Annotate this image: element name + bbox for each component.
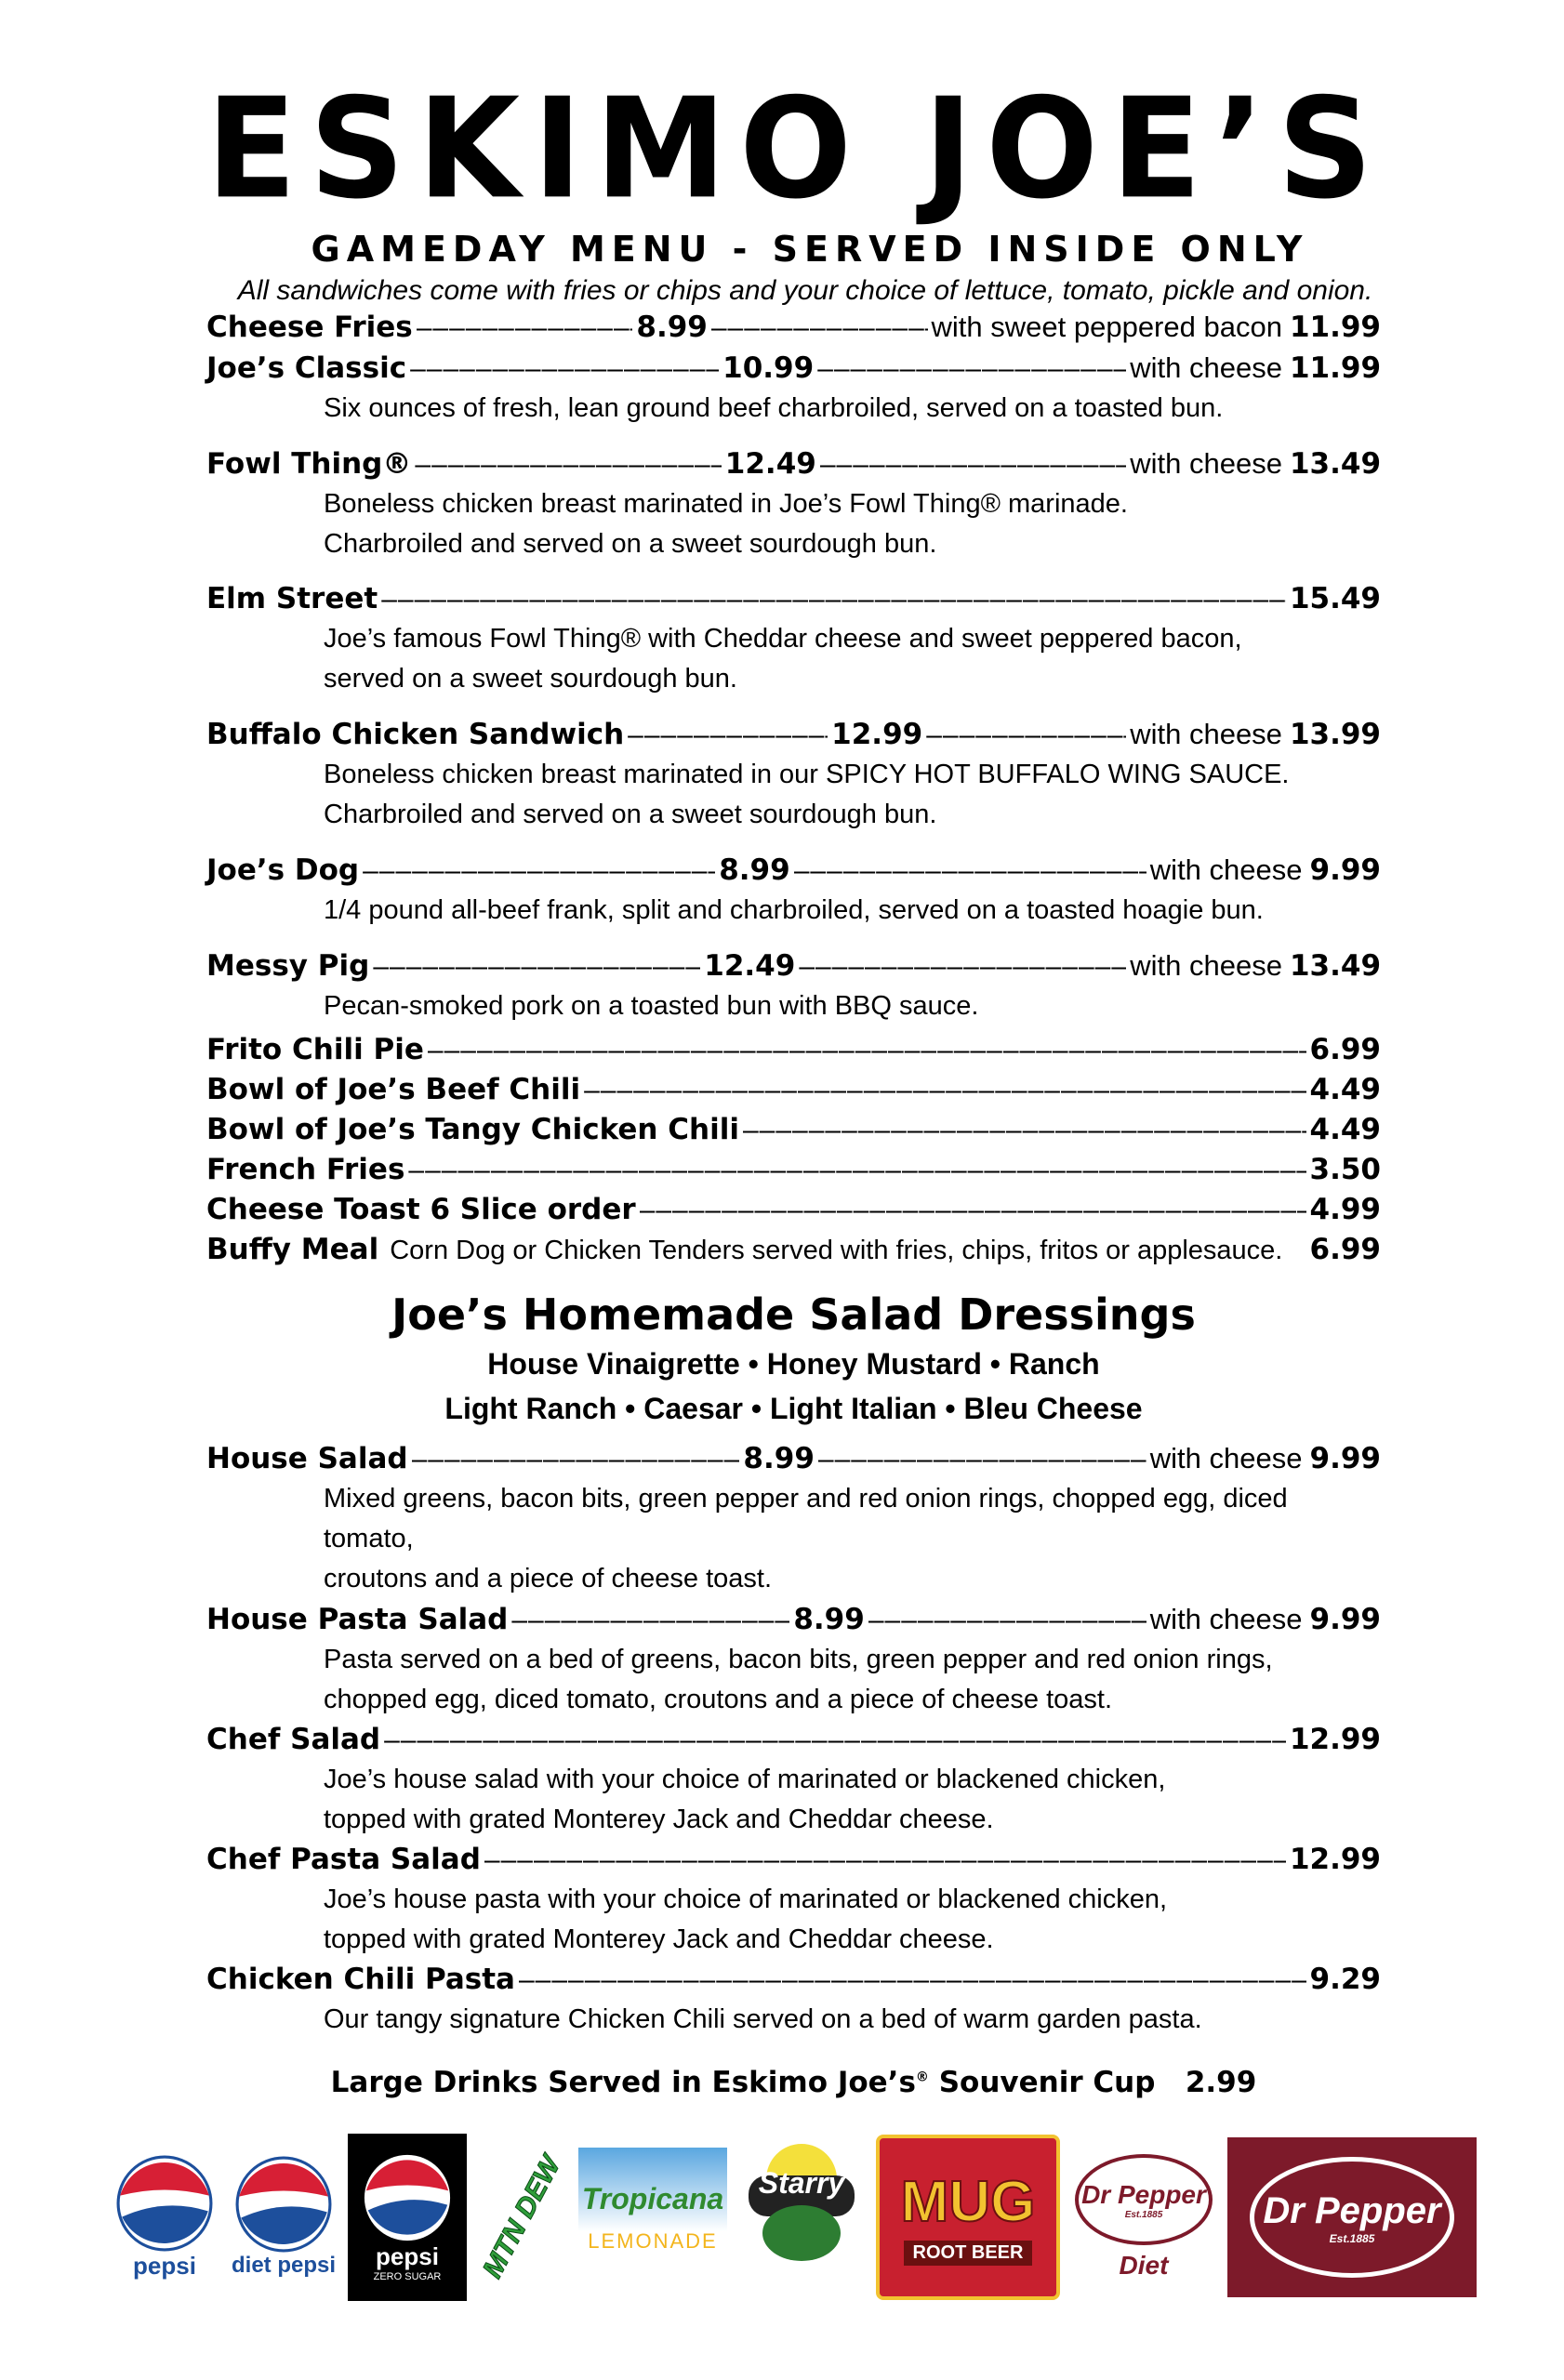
leader-dashes <box>381 579 1286 619</box>
menu-item-row <box>206 1030 1381 1070</box>
menu-item-row <box>206 1230 1381 1271</box>
menu-item-row <box>206 348 1381 389</box>
mtn-dew-logo <box>476 2150 569 2283</box>
item-description: Boneless chicken breast marinated in Joe’s Fowl Thing® marinade. <box>324 489 1128 519</box>
leader-dashes <box>818 1439 1146 1479</box>
item-name: House Salad <box>206 1442 408 1475</box>
item-description: Joe’s house pasta with your choice of marinated or blackened chicken, <box>324 1884 1168 1914</box>
drinks-price: 2.99 <box>1185 2066 1257 2099</box>
mtn-dew-text: MTN DEW <box>477 2150 567 2283</box>
leader-dashes <box>410 349 719 389</box>
item-price: 4.49 <box>1309 1113 1381 1146</box>
item-option-label: with cheese <box>1149 853 1303 886</box>
item-name: French Fries <box>206 1153 405 1186</box>
leader-dashes <box>711 308 928 348</box>
item-description: Joe’s house salad with your choice of marinated or blackened chicken, <box>324 1765 1166 1794</box>
tropicana-sub: LEMONADE <box>588 2228 718 2253</box>
item-name: Joe’s Classic <box>206 351 407 385</box>
dr-pepper-text: Dr Pepper <box>1263 2189 1441 2231</box>
item-name: Cheese Toast 6 Slice order <box>206 1193 636 1226</box>
pepsi-zero-globe-icon <box>363 2153 452 2242</box>
diet-pepsi-text: diet pepsi <box>231 2253 337 2278</box>
pepsi-globe-icon <box>116 2155 213 2252</box>
item-description: 1/4 pound all-beef frank, split and charbroiled, served on a toasted hoagie bun. <box>324 895 1264 925</box>
item-description: Pecan-smoked pork on a toasted bun with BBQ sauce. <box>324 991 979 1021</box>
menu-item-row <box>206 1840 1381 1880</box>
item-price: 10.99 <box>722 351 815 385</box>
sandwich-section <box>206 307 1381 1026</box>
item-name: House Pasta Salad <box>206 1603 509 1636</box>
item-option-price: 11.99 <box>1289 351 1382 385</box>
item-name: Bowl of Joe’s Beef Chili <box>206 1073 581 1106</box>
item-description: Our tangy signature Chicken Chili served on a bed of warm garden pasta. <box>324 2004 1202 2034</box>
pepsi-logo <box>110 2155 219 2281</box>
menu-item-row <box>206 1599 1381 1640</box>
leader-dashes <box>511 1600 789 1640</box>
leader-dashes <box>417 308 633 348</box>
menu-item-row <box>206 850 1381 891</box>
diet-dr-pepper-text: Dr Pepper <box>1081 2179 1206 2209</box>
menu-item-row <box>206 945 1381 986</box>
item-description: topped with grated Monterey Jack and Cheddar cheese. <box>324 1924 994 1954</box>
leader-dashes <box>428 1030 1306 1070</box>
item-name: Buffalo Chicken Sandwich <box>206 718 625 751</box>
leader-dashes <box>799 946 1126 986</box>
item-option-label: with cheese <box>1130 949 1282 982</box>
item-option-label: with cheese <box>1130 447 1282 480</box>
mug-sub: ROOT BEER <box>904 2241 1033 2266</box>
item-price: 8.99 <box>719 853 790 887</box>
item-option-label: with cheese <box>1130 718 1282 750</box>
item-name: Bowl of Joe’s Tangy Chicken Chili <box>206 1113 739 1146</box>
dressings-title: Joe’s Homemade Salad Dressings <box>391 1289 1196 1340</box>
menu-item-row <box>206 1190 1381 1230</box>
menu-item-row <box>206 579 1381 619</box>
pepsi-text: pepsi <box>133 2251 196 2280</box>
item-price: 8.99 <box>636 311 708 344</box>
sandwich-note: All sandwiches come with fries or chips and your choice of lettuce, tomato, pickle and onion. <box>237 275 1373 306</box>
leader-dashes <box>640 1190 1306 1230</box>
item-name: Frito Chili Pie <box>206 1033 424 1066</box>
item-option-label: with sweet peppered bacon <box>931 311 1282 343</box>
pepsi-zero-logo <box>348 2134 467 2301</box>
dr-pepper-logo <box>1227 2137 1477 2297</box>
item-price: 3.50 <box>1309 1153 1381 1186</box>
item-price: 9.29 <box>1309 1963 1381 1996</box>
drink-logos <box>110 2129 1486 2306</box>
spacer <box>206 931 1381 945</box>
spacer <box>206 835 1381 850</box>
menu-item-row <box>206 1070 1381 1110</box>
pepsi-zero-sub: ZERO SUGAR <box>373 2270 442 2282</box>
restaurant-title: ESKIMO JOE’S <box>205 68 1386 231</box>
item-option-label: with cheese <box>1149 1603 1303 1635</box>
item-description: croutons and a piece of cheese toast. <box>324 1564 773 1593</box>
item-description: Joe’s famous Fowl Thing® with Cheddar cheese and sweet peppered bacon, <box>324 624 1242 654</box>
leader-dashes <box>363 851 715 891</box>
drinks-line <box>206 2066 1381 2099</box>
item-option-price: 9.99 <box>1309 1603 1382 1636</box>
leader-dashes <box>373 946 700 986</box>
registered-mark: ® <box>915 2069 929 2085</box>
menu-item-row <box>206 1110 1381 1150</box>
mug-logo <box>876 2135 1060 2300</box>
spacer <box>206 699 1381 714</box>
item-option-label: with cheese <box>1130 351 1282 384</box>
item-name: Messy Pig <box>206 949 370 983</box>
leader-dashes <box>484 1840 1286 1880</box>
item-name: Buffy Meal <box>206 1233 379 1266</box>
dressings-line-1: House Vinaigrette • Honey Mustard • Ranch <box>487 1347 1100 1381</box>
item-price: 12.49 <box>704 949 796 983</box>
leader-dashes <box>926 715 1126 755</box>
diet-dr-pepper-est: Est.1885 <box>1124 2209 1163 2220</box>
item-option-price: 11.99 <box>1289 311 1381 344</box>
item-description: Boneless chicken breast marinated in our SPICY HOT BUFFALO WING SAUCE. <box>324 760 1290 789</box>
item-inline-description: Corn Dog or Chicken Tenders served with fries, chips, fritos or applesauce. <box>390 1236 1283 1265</box>
leader-dashes <box>820 444 1126 484</box>
drinks-text-2: Souvenir Cup <box>938 2066 1156 2099</box>
diet-dr-pepper-logo <box>1069 2154 1218 2281</box>
leader-dashes <box>415 444 721 484</box>
menu-item-row <box>206 1438 1381 1479</box>
menu-item-row <box>206 1150 1381 1190</box>
tropicana-logo <box>578 2148 727 2287</box>
leader-dashes <box>743 1110 1306 1150</box>
sides-section <box>206 1030 1381 1271</box>
item-option-price: 13.49 <box>1289 949 1382 983</box>
salad-section <box>206 1438 1381 2040</box>
item-price: 4.49 <box>1309 1073 1381 1106</box>
menu-item-row <box>206 1720 1381 1760</box>
starry-text: Starry <box>758 2165 845 2200</box>
dressings-line-2: Light Ranch • Caesar • Light Italian • Bleu Cheese <box>444 1392 1143 1425</box>
item-price: 8.99 <box>793 1603 865 1636</box>
leader-dashes <box>408 1150 1306 1190</box>
item-name: Elm Street <box>206 582 378 615</box>
item-name: Chicken Chili Pasta <box>206 1963 515 1996</box>
item-price: 12.99 <box>1289 1843 1381 1876</box>
item-option-price: 13.99 <box>1289 718 1381 751</box>
item-price: 6.99 <box>1309 1033 1381 1066</box>
mug-text: MUG <box>900 2170 1036 2234</box>
leader-dashes <box>794 851 1146 891</box>
leader-dashes <box>519 1960 1306 2000</box>
diet-pepsi-globe-icon <box>235 2156 332 2253</box>
item-option-price: 9.99 <box>1309 853 1382 887</box>
item-name: Fowl Thing® <box>206 447 412 481</box>
menu-body <box>206 307 1381 2099</box>
diet-dr-pepper-sub: Diet <box>1119 2251 1169 2280</box>
item-description: served on a sweet sourdough bun. <box>324 664 737 694</box>
starry-badge-icon <box>741 2131 862 2270</box>
leader-dashes <box>412 1439 740 1479</box>
spacer <box>206 429 1381 443</box>
item-name: Cheese Fries <box>206 311 413 344</box>
item-price: 4.99 <box>1309 1193 1381 1226</box>
item-price: 6.99 <box>1309 1233 1381 1266</box>
leader-dashes <box>868 1600 1146 1640</box>
dr-pepper-est: Est.1885 <box>1329 2231 1375 2245</box>
item-price: 12.99 <box>1289 1723 1381 1756</box>
pepsi-zero-text: pepsi <box>376 2241 439 2270</box>
menu-item-row <box>206 714 1381 755</box>
item-description: Charbroiled and served on a sweet sourdough bun. <box>324 800 937 829</box>
item-description: Six ounces of fresh, lean ground beef charbroiled, served on a toasted bun. <box>324 393 1224 423</box>
item-name: Chef Pasta Salad <box>206 1843 481 1876</box>
starry-logo <box>736 2131 867 2305</box>
leader-dashes <box>584 1070 1306 1110</box>
item-price: 12.49 <box>724 447 816 481</box>
leader-dashes <box>628 715 828 755</box>
leader-dashes <box>817 349 1126 389</box>
item-description: Mixed greens, bacon bits, green pepper and red onion rings, chopped egg, diced tomato, <box>324 1484 1288 1554</box>
item-description: Pasta served on a bed of greens, bacon bits, green pepper and red onion rings, <box>324 1645 1273 1674</box>
menu-header <box>0 68 1564 307</box>
item-description: topped with grated Monterey Jack and Cheddar cheese. <box>324 1805 994 1834</box>
item-price: 12.99 <box>831 718 923 751</box>
spacer <box>206 564 1381 579</box>
menu-subtitle: GAMEDAY MENU - SERVED INSIDE ONLY <box>311 229 1309 270</box>
menu-item-row <box>206 443 1381 484</box>
drinks-text: Large Drinks Served in Eskimo Joe’s <box>330 2066 916 2099</box>
item-option-price: 9.99 <box>1309 1442 1381 1475</box>
leader-dashes <box>384 1720 1286 1760</box>
item-description: Charbroiled and served on a sweet sourdough bun. <box>324 529 937 559</box>
tropicana-text: Tropicana <box>581 2181 724 2215</box>
item-option-label: with cheese <box>1149 1442 1303 1474</box>
menu-item-row <box>206 1960 1381 2000</box>
item-name: Chef Salad <box>206 1723 381 1756</box>
item-price: 8.99 <box>743 1442 815 1475</box>
item-price: 15.49 <box>1289 582 1381 615</box>
item-description: chopped egg, diced tomato, croutons and a piece of cheese toast. <box>324 1685 1113 1714</box>
item-option-price: 13.49 <box>1289 447 1382 481</box>
diet-pepsi-logo <box>229 2156 338 2279</box>
menu-item-row <box>206 307 1381 348</box>
item-name: Joe’s Dog <box>206 853 360 887</box>
